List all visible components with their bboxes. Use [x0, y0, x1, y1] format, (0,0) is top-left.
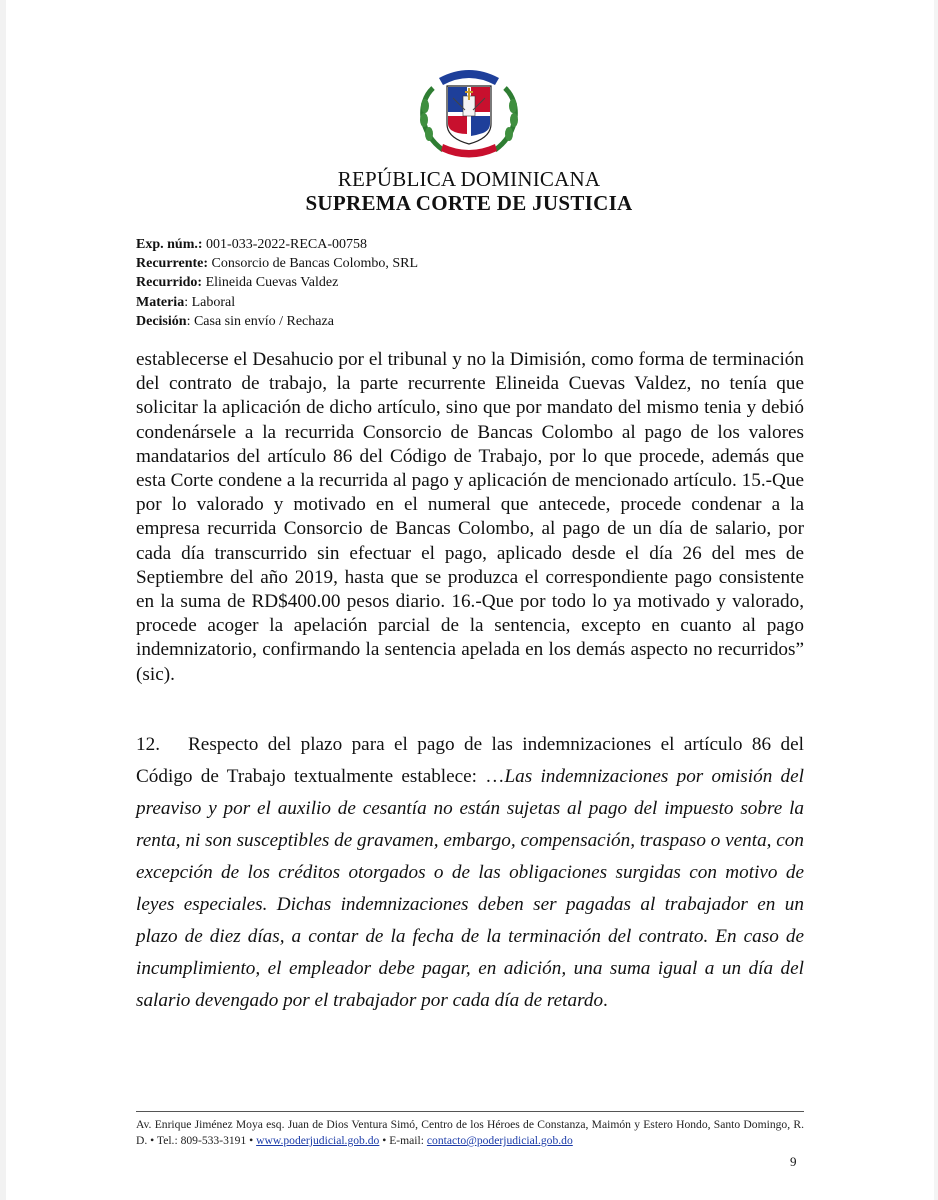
website-link[interactable]: www.poderjudicial.gob.do [256, 1134, 380, 1147]
paragraph-12: 12. Respecto del plazo para el pago de las indemnizaciones el artículo 86 del Código de Trabajo textualmente establece: …Las indemnizaciones por omisión del preaviso y por el auxilio de cesantía no están sujetas al pago del impuesto sobre la renta, ni son susceptibles de gravamen, embargo, compensación, traspaso o venta, con excepción de los créditos otorgados o de las obligaciones surgidas con motivo de leyes especiales. Dichas indemnizaciones deben ser pagadas al trabajador en un plazo de diez días, a contar de la fecha de la terminación del contrato. En caso de incumplimiento, el empleador debe pagar, en adición, una suma igual a un día del salario devengado por el trabajador por cada día de retardo. [136, 729, 804, 1017]
bottom-ribbon [441, 144, 497, 158]
paragraph-number: 12. [136, 734, 160, 755]
email-link[interactable]: contacto@poderjudicial.gob.do [426, 1134, 573, 1147]
footer-address: Av. Enrique Jiménez Moya esq. Juan de Dios Ventura Simó, Centro de los Héroes de Constanza, Maimón y Estero Hondo, Santo Domingo, R. D. • Tel.: 809-533-3191 • [136, 1118, 804, 1147]
paragraph-intro: Respecto del plazo para el pago de las indemnizaciones el artículo 86 del Código de Trabajo textualmente establece: … [136, 734, 804, 787]
footer-divider [136, 1111, 804, 1112]
appellant-line: Recurrente: Consorcio de Bancas Colombo, SRL [136, 256, 419, 272]
decision-line: Decisión: Casa sin envío / Rechaza [136, 313, 334, 329]
page-number: 9 [790, 1154, 797, 1169]
coat-of-arms-emblem [413, 58, 525, 162]
respondent-line: Recurrido: Elineida Cuevas Valdez [136, 275, 339, 291]
quoted-paragraph: establecerse el Desahucio por el tribunal y no la Dimisión, como forma de terminación del contrato de trabajo, la parte recurrente Elineida Cuevas Valdez, no tenía que solicitar la aplicación de dicho artículo, sino que por mandato del mismo tenia y debió condenársele a la recurrida Consorcio de Bancas Colombo al pago de los valores mandatarios del artículo 86 del Código de Trabajo, por lo que procede, además que esta Corte condene a la recurrida al pago y aplicación de mencionado artículo. 15.-Que por lo valorado y motivado en el numeral que antecede, procede condenar a la empresa recurrida Consorcio de Bancas Colombo, al pago de un día de salario, por cada día transcurrido sin efectuar el pago, aplicado desde el día 26 del mes de Septiembre del año 2019, hasta que se produzca el correspondiente pago consistente en la suma de RD$400.00 pesos diario. 16.-Que por todo lo ya motivado y valorado, procede acoger la apelación parcial de la sentencia, excepto en cuanto al pago indemnizatorio, confirmando la sentencia apelada en los demás aspecto no recurridos” (sic). [136, 349, 804, 685]
country-heading: REPÚBLICA DOMINICANA [337, 167, 601, 191]
case-metadata [136, 235, 418, 331]
case-number-line: Exp. núm.: 001-033-2022-RECA-00758 [136, 237, 368, 252]
motto-ribbon [439, 70, 499, 85]
court-heading: SUPREMA CORTE DE JUSTICIA [305, 191, 633, 215]
subject-line: Materia: Laboral [136, 294, 236, 310]
article-86-quote: Las indemnizaciones por omisión del preaviso y por el auxilio de cesantía no están sujetas al pago del impuesto sobre la renta, ni son susceptibles de gravamen, embargo, compensación, traspaso o venta, con excepción de los créditos otorgados o de las obligaciones surgidas con motivo de leyes especiales. Dichas indemnizaciones deben ser pagadas al trabajador en un plazo de diez días, a contar de la fecha de la terminación del contrato. En caso de incumplimiento, el empleador debe pagar, en adición, una suma igual a un día del salario devengado por el trabajador por cada día de retardo [136, 766, 804, 1011]
footer-contact: Av. Enrique Jiménez Moya esq. Juan de Dios Ventura Simó, Centro de los Héroes de Constanza, Maimón y Estero Hondo, Santo Domingo, R. D. • Tel.: 809-533-3191 • www.poderjudicial.gob.do • E-mail: contacto@poderjudicial.gob.do [136, 1118, 804, 1147]
quoted-judgment-text [136, 348, 804, 687]
